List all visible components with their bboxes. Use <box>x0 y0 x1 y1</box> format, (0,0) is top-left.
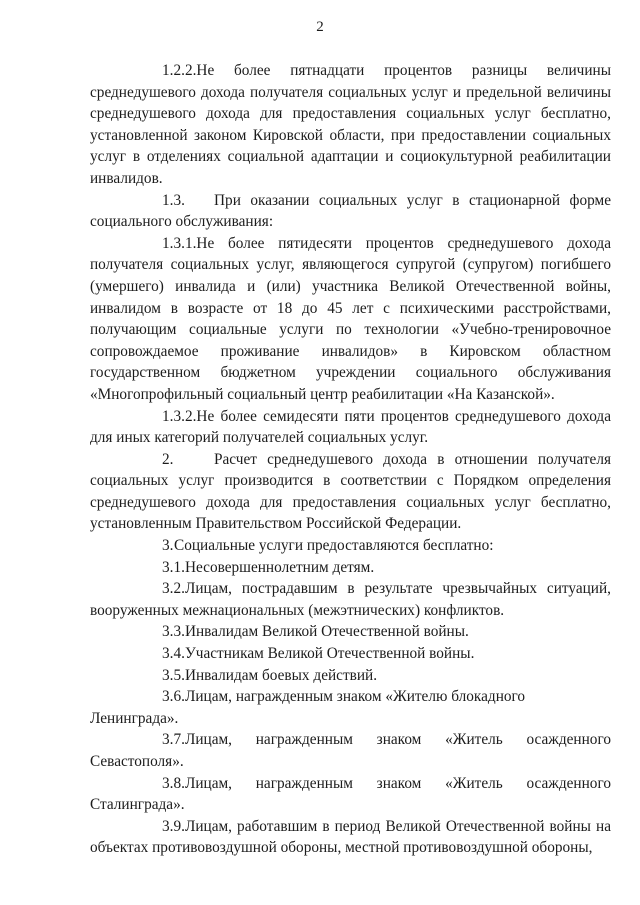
paragraph-3 <box>90 535 611 557</box>
paragraph-number: 3.5. <box>162 666 185 684</box>
paragraph-3-1 <box>90 557 611 579</box>
paragraph-text: Не более пятидесяти процентов среднедушевого дохода получателя социальных услуг, являющегося супругой (супругом) погибшего (умершего) инвалида и (или) участника Великой Отечественной войны, инвалидом в возрасте от 18 до 45 лет с психическими расстройствами, получающим социальные услуги по технологии «Учебно-тренировочное сопровождаемое проживание инвалидов» в Кировском областном государственном бюджетном учреждении социального обслуживания «Многопрофильный социальный центр реабилитации «На Казанской». <box>90 234 611 403</box>
paragraph-number: 3.3. <box>162 623 185 641</box>
paragraph-3-3 <box>90 621 611 643</box>
paragraph-number: 3.2. <box>162 580 185 598</box>
paragraph-text: Лицам, работавшим в период Великой Отечественной войны на объектах противовоздушной обороны, местной противовоздушной обороны, <box>90 817 611 857</box>
paragraph-number: 1.3. <box>162 191 185 209</box>
paragraph-number: 3.6. <box>162 688 185 706</box>
paragraph-1-2-2 <box>90 60 611 190</box>
paragraph-number: 3.7. <box>162 731 185 749</box>
paragraph-number: 1.2.2. <box>162 62 197 79</box>
document-body <box>90 60 611 859</box>
paragraph-text: Расчет среднедушевого дохода в отношении получателя социальных услуг производится в соответствии с Порядком определения среднедушевого дохода для предоставления социальных услуг бесплатно, установленным Правительством Российской Федерации. <box>90 450 611 533</box>
paragraph-number: 3.8. <box>162 774 185 792</box>
paragraph-3-4 <box>90 643 611 665</box>
paragraph-number: 3.1. <box>162 558 185 576</box>
paragraph-text: При оказании социальных услуг в стационарной форме социального обслуживания: <box>90 191 611 231</box>
paragraph-3-6 <box>90 686 611 729</box>
paragraph-text: Лицам, награжденным знаком «Житель осажденного Севастополя». <box>90 731 611 770</box>
paragraph-3-8 <box>90 773 611 816</box>
paragraph-text: Участникам Великой Отечественной войны. <box>184 645 475 663</box>
paragraph-3-7 <box>90 729 611 772</box>
paragraph-text: Инвалидам Великой Отечественной войны. <box>184 623 469 641</box>
paragraph-1-3 <box>90 190 611 233</box>
paragraph-number: 3.9. <box>162 817 185 835</box>
paragraph-number: 3. <box>162 537 174 555</box>
paragraph-number: 3.4. <box>162 645 185 663</box>
paragraph-2 <box>90 449 611 535</box>
paragraph-3-9 <box>90 816 611 859</box>
paragraph-3-5 <box>90 665 611 687</box>
paragraph-1-3-1 <box>90 233 611 406</box>
paragraph-number: 1.3.2. <box>162 407 197 425</box>
paragraph-text: Не более семидесяти пяти процентов среднедушевого дохода для иных категорий получателей социальных услуг. <box>90 407 611 447</box>
paragraph-text: Несовершеннолетним детям. <box>184 558 375 576</box>
page-number: 2 <box>316 19 324 35</box>
paragraph-3-2 <box>90 578 611 621</box>
paragraph-number: 2. <box>162 450 174 468</box>
paragraph-text: Лицам, пострадавшим в результате чрезвычайных ситуаций, вооруженных межнациональных (межэтнических) конфликтов. <box>90 580 611 619</box>
paragraph-1-3-2 <box>90 406 611 449</box>
paragraph-number: 1.3.1. <box>162 234 197 252</box>
paragraph-text: Инвалидам боевых действий. <box>184 666 378 684</box>
paragraph-text: Не более пятнадцати процентов разницы величины среднедушевого дохода получателя социальных услуг и предельной величины среднедушевого дохода для предоставления социальных услуг бесплатно, установленной законом Кировской области, при предоставлении социальных услуг в отделениях социальной адаптации и социокультурной реабилитации инвалидов. <box>90 62 611 187</box>
paragraph-text: Лицам, награжденным знаком «Жителю блокадного Ленинграда». <box>90 688 526 727</box>
paragraph-text: Социальные услуги предоставляются бесплатно: <box>174 537 494 555</box>
paragraph-text: Лицам, награжденным знаком «Житель осажденного Сталинграда». <box>90 774 611 814</box>
